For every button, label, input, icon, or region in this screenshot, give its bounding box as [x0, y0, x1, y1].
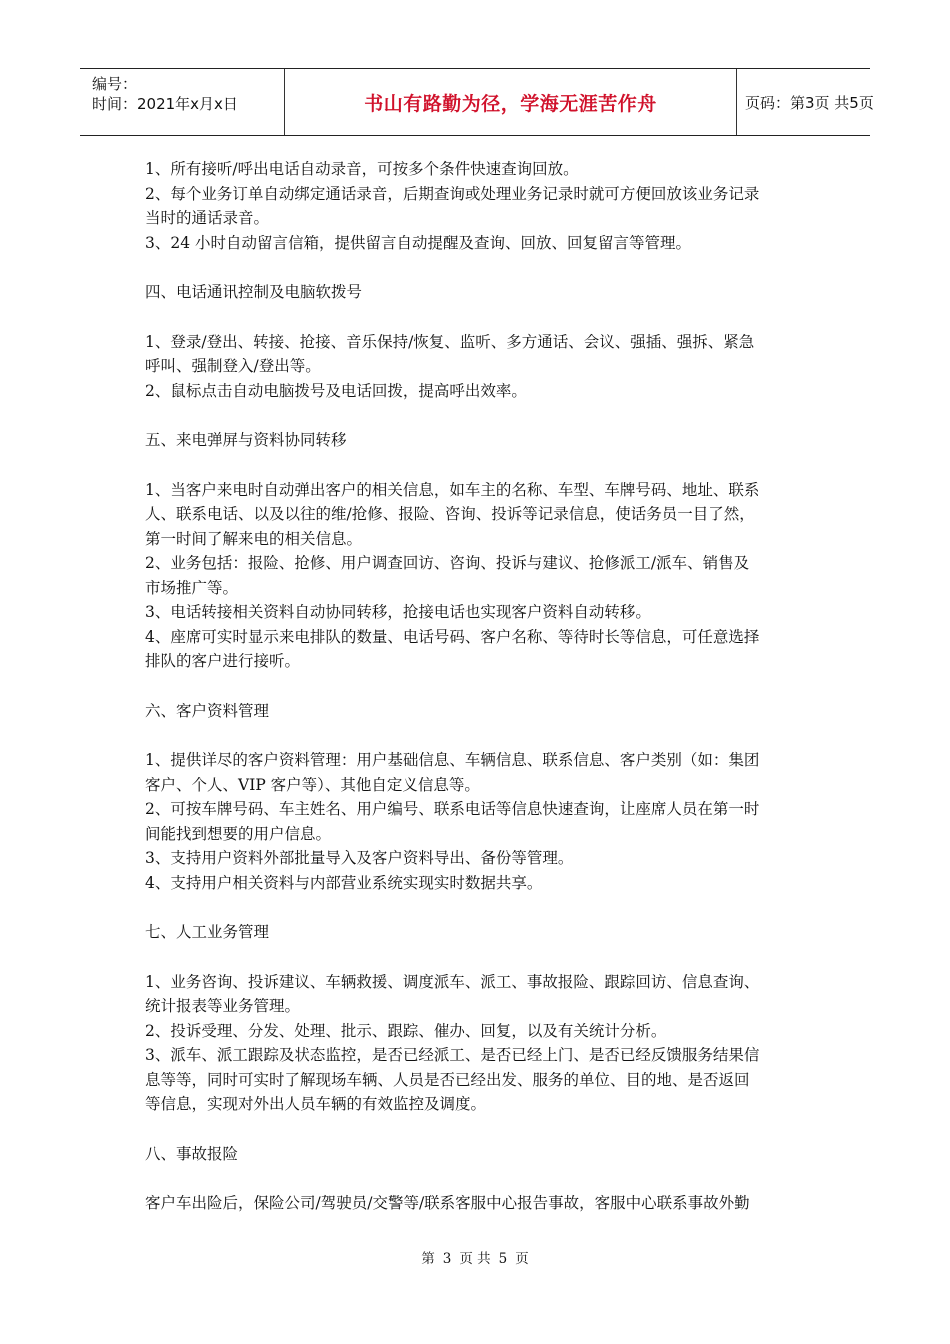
text-line: 市场推广等。	[145, 578, 239, 597]
text-line: 第一时间了解来电的相关信息。	[145, 529, 363, 548]
document-body	[145, 157, 810, 1216]
page-footer	[0, 1247, 950, 1267]
footer-page-number: 3	[442, 1251, 452, 1267]
text-line: 呼叫、强制登入/登出等。	[145, 357, 321, 375]
text-line: 1、当客户来电时自动弹出客户的相关信息，如车主的名称、车型、车牌号码、地址、联系	[145, 480, 760, 499]
text-line: 2、投诉受理、分发、处理、批示、跟踪、催办、回复，以及有关统计分析。	[145, 1021, 667, 1040]
text-line: 4、支持用户相关资料与内部营业系统实现实时数据共享。	[145, 873, 543, 892]
blank-line	[145, 945, 810, 970]
text-line: 2、鼠标点击自动电脑拨号及电话回拨，提高呼出效率。	[145, 381, 527, 400]
text-line: 4、座席可实时显示来电排队的数量、电话号码、客户名称、等待时长等信息，可任意选择	[145, 627, 760, 646]
header-page-cell	[737, 69, 874, 135]
blank-line	[145, 1117, 810, 1142]
text-line: 排队的客户进行接听。	[145, 652, 301, 670]
footer-prefix: 第	[421, 1251, 435, 1267]
header-motto-cell	[284, 69, 737, 135]
text-line: 2、业务包括：报险、抢修、用户调查回访、咨询、投诉与建议、抢修派工/派车、销售及	[145, 554, 750, 572]
blank-line	[145, 1166, 810, 1191]
text-line: 人、联系电话、以及以往的维/抢修、报险、咨询、投诉等记录信息，使话务员一目了然，	[145, 505, 755, 523]
blank-line	[145, 453, 810, 478]
text-line: 客户车出险后，保险公司/驾驶员/交警等/联系客服中心报告事故，客服中心联系事故外勤	[145, 1194, 750, 1212]
page-code: 页码：第3页 共5页	[745, 93, 874, 112]
text-line: 当时的通话录音。	[145, 209, 270, 227]
footer-suffix: 页	[515, 1251, 529, 1267]
page-header	[80, 68, 874, 136]
blank-line	[145, 674, 810, 699]
footer-mid: 页 共	[459, 1251, 491, 1267]
blank-line	[145, 255, 810, 280]
text-line: 客户、个人、VIP 客户等）、其他自定义信息等。	[145, 775, 480, 794]
blank-line	[145, 305, 810, 330]
header-info-cell	[80, 69, 284, 135]
motto-text: 书山有路勤为径，学海无涯苦作舟	[364, 92, 657, 115]
text-line: 3、24 小时自动留言信箱，提供留言自动提醒及查询、回放、回复留言等管理。	[145, 233, 692, 252]
text-line: 1、提供详尽的客户资料管理：用户基础信息、车辆信息、联系信息、客户类别（如：集团	[145, 751, 760, 769]
text-line: 五、来电弹屏与资料协同转移	[145, 431, 347, 449]
time-label: 时间：2021年x月x日	[92, 95, 238, 113]
text-line: 3、派车、派工跟踪及状态监控，是否已经派工、是否已经上门、是否已经反馈服务结果信	[145, 1046, 760, 1064]
text-line: 1、所有接听/呼出电话自动录音，可按多个条件快速查询回放。	[145, 160, 579, 178]
number-label: 编号：	[92, 75, 138, 93]
text-line: 3、支持用户资料外部批量导入及客户资料导出、备份等管理。	[145, 849, 574, 867]
text-line: 六、客户资料管理	[145, 701, 270, 720]
text-line: 2、可按车牌号码、车主姓名、用户编号、联系电话等信息快速查询，让座席人员在第一时	[145, 800, 760, 818]
text-line: 息等等，同时可实时了解现场车辆、人员是否已经出发、服务的单位、目的地、是否返回	[145, 1070, 750, 1089]
blank-line	[145, 723, 810, 748]
text-line: 八、事故报险	[145, 1144, 239, 1163]
text-line: 1、登录/登出、转接、抢接、音乐保持/恢复、监听、多方通话、会议、强插、强拆、紧急	[145, 332, 755, 351]
text-line: 统计报表等业务管理。	[145, 997, 301, 1015]
text-line: 七、人工业务管理	[145, 923, 270, 941]
footer-total-pages: 5	[498, 1251, 508, 1267]
text-line: 等信息，实现对外出人员车辆的有效监控及调度。	[145, 1095, 487, 1113]
blank-line	[145, 895, 810, 920]
text-line: 间能找到想要的用户信息。	[145, 824, 332, 843]
text-line: 2、每个业务订单自动绑定通话录音，后期查询或处理业务记录时就可方便回放该业务记录	[145, 184, 760, 203]
text-line: 四、电话通讯控制及电脑软拨号	[145, 283, 363, 301]
text-line: 1、业务咨询、投诉建议、车辆救援、调度派车、派工、事故报险、跟踪回访、信息查询、	[145, 972, 760, 991]
blank-line	[145, 403, 810, 428]
text-line: 3、电话转接相关资料自动协同转移，抢接电话也实现客户资料自动转移。	[145, 603, 651, 621]
